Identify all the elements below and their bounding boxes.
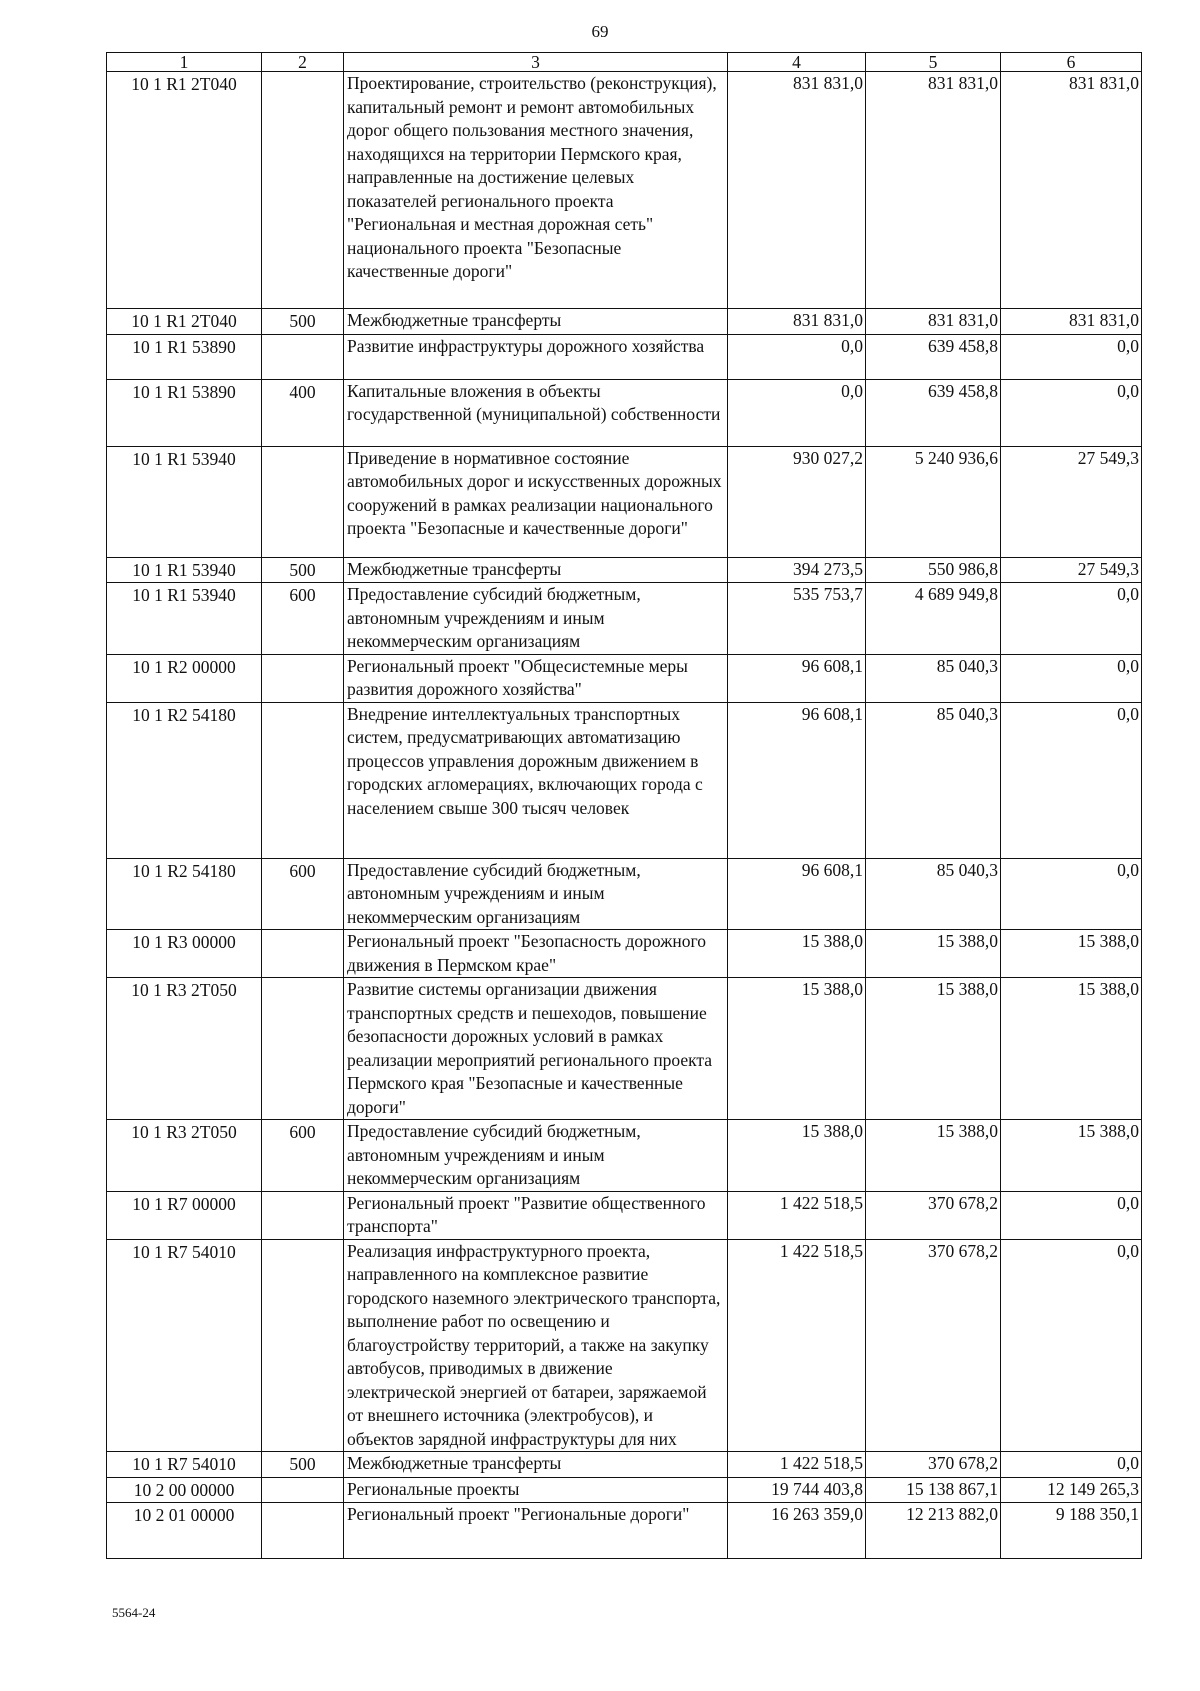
row-code: 10 1 R2 54180: [107, 702, 262, 858]
row-code: 10 1 R7 00000: [107, 1191, 262, 1239]
row-description: Региональный проект "Общесистемные меры развития дорожного хозяйства": [344, 654, 728, 702]
row-amount-col6: 831 831,0: [1001, 309, 1142, 335]
row-amount-col5: 639 458,8: [866, 334, 1001, 379]
column-header: 2: [262, 53, 344, 72]
row-expense-type: [262, 654, 344, 702]
row-expense-type: [262, 1503, 344, 1559]
row-expense-type: [262, 334, 344, 379]
row-expense-type: [262, 72, 344, 309]
row-amount-col6: 831 831,0: [1001, 72, 1142, 309]
table-row: [107, 379, 1142, 446]
table-row: [107, 1452, 1142, 1478]
row-expense-type: 500: [262, 309, 344, 335]
row-expense-type: [262, 1191, 344, 1239]
table-row: [107, 557, 1142, 583]
table-row: [107, 446, 1142, 557]
row-amount-col5: 4 689 949,8: [866, 583, 1001, 655]
row-code: 10 1 R1 53940: [107, 557, 262, 583]
row-expense-type: [262, 446, 344, 557]
row-amount-col5: 550 986,8: [866, 557, 1001, 583]
row-amount-col5: 831 831,0: [866, 72, 1001, 309]
row-amount-col5: 15 388,0: [866, 1120, 1001, 1192]
row-amount-col5: 639 458,8: [866, 379, 1001, 446]
row-description: Региональный проект "Развитие общественного транспорта": [344, 1191, 728, 1239]
table-row: [107, 702, 1142, 858]
row-amount-col4: 394 273,5: [728, 557, 866, 583]
row-amount-col5: 5 240 936,6: [866, 446, 1001, 557]
row-amount-col6: 0,0: [1001, 583, 1142, 655]
row-expense-type: 400: [262, 379, 344, 446]
row-amount-col6: 0,0: [1001, 1452, 1142, 1478]
row-amount-col5: 85 040,3: [866, 858, 1001, 930]
row-expense-type: 500: [262, 557, 344, 583]
row-description: Региональный проект "Безопасность дорожного движения в Пермском крае": [344, 930, 728, 978]
row-amount-col4: 535 753,7: [728, 583, 866, 655]
row-expense-type: 600: [262, 858, 344, 930]
row-expense-type: [262, 978, 344, 1120]
row-code: 10 1 R1 53940: [107, 446, 262, 557]
row-code: 10 2 01 00000: [107, 1503, 262, 1559]
row-amount-col4: 1 422 518,5: [728, 1191, 866, 1239]
row-description: Региональный проект "Региональные дороги": [344, 1503, 728, 1559]
row-description: Предоставление субсидий бюджетным, автономным учреждениям и иным некоммерческим организациям: [344, 1120, 728, 1192]
row-amount-col4: 16 263 359,0: [728, 1503, 866, 1559]
row-amount-col5: 831 831,0: [866, 309, 1001, 335]
row-amount-col5: 85 040,3: [866, 702, 1001, 858]
row-expense-type: [262, 702, 344, 858]
row-amount-col4: 930 027,2: [728, 446, 866, 557]
row-description: Развитие системы организации движения транспортных средств и пешеходов, повышение безопасности дорожных условий в рамках реализации мероприятий регионального проекта Пермского края "Безопасные и качественные дороги": [344, 978, 728, 1120]
row-amount-col6: 0,0: [1001, 379, 1142, 446]
row-description: Реализация инфраструктурного проекта, направленного на комплексное развитие городского наземного электрического транспорта, выполнение работ по освещению и благоустройству территорий, а также на закупку автобусов, приводимых в движение электрической энергией от батареи, заряжаемой от внешнего источника (электробусов), и объектов зарядной инфраструктуры для них: [344, 1239, 728, 1452]
table-row: [107, 1120, 1142, 1192]
row-amount-col5: 15 388,0: [866, 930, 1001, 978]
row-amount-col4: 96 608,1: [728, 702, 866, 858]
table-row: [107, 930, 1142, 978]
row-description: Проектирование, строительство (реконструкция), капитальный ремонт и ремонт автомобильных дорог общего пользования местного значения, находящихся на территории Пермского края, направленные на достижение целевых показателей регионального проекта "Региональная и местная дорожная сеть" национального проекта "Безопасные качественные дороги": [344, 72, 728, 309]
row-code: 10 1 R7 54010: [107, 1239, 262, 1452]
table-row: [107, 583, 1142, 655]
row-description: Приведение в нормативное состояние автомобильных дорог и искусственных дорожных сооружений в рамках реализации национального проекта "Безопасные и качественные дороги": [344, 446, 728, 557]
table-header-row: [107, 53, 1142, 72]
row-amount-col6: 0,0: [1001, 334, 1142, 379]
row-amount-col4: 831 831,0: [728, 309, 866, 335]
row-code: 10 1 R1 53890: [107, 379, 262, 446]
row-amount-col4: 0,0: [728, 334, 866, 379]
row-code: 10 1 R1 2T040: [107, 309, 262, 335]
row-description: Региональные проекты: [344, 1477, 728, 1503]
table-row: [107, 334, 1142, 379]
row-amount-col5: 370 678,2: [866, 1239, 1001, 1452]
column-header: 5: [866, 53, 1001, 72]
row-amount-col4: 1 422 518,5: [728, 1452, 866, 1478]
row-code: 10 1 R1 2T040: [107, 72, 262, 309]
row-amount-col4: 831 831,0: [728, 72, 866, 309]
row-amount-col6: 27 549,3: [1001, 557, 1142, 583]
row-code: 10 1 R3 2T050: [107, 978, 262, 1120]
row-amount-col5: 15 138 867,1: [866, 1477, 1001, 1503]
table-row: [107, 309, 1142, 335]
row-description: Предоставление субсидий бюджетным, автономным учреждениям и иным некоммерческим организациям: [344, 858, 728, 930]
row-expense-type: 500: [262, 1452, 344, 1478]
row-code: 10 2 00 00000: [107, 1477, 262, 1503]
column-header: 1: [107, 53, 262, 72]
row-description: Межбюджетные трансферты: [344, 1452, 728, 1478]
column-header: 6: [1001, 53, 1142, 72]
row-amount-col6: 9 188 350,1: [1001, 1503, 1142, 1559]
row-expense-type: [262, 1239, 344, 1452]
table-row: [107, 978, 1142, 1120]
row-expense-type: [262, 930, 344, 978]
table-row: [107, 1477, 1142, 1503]
row-amount-col4: 15 388,0: [728, 978, 866, 1120]
row-amount-col6: 0,0: [1001, 654, 1142, 702]
row-amount-col6: 15 388,0: [1001, 930, 1142, 978]
row-expense-type: 600: [262, 583, 344, 655]
page-number: 69: [591, 22, 609, 41]
row-description: Капитальные вложения в объекты государственной (муниципальной) собственности: [344, 379, 728, 446]
row-amount-col4: 0,0: [728, 379, 866, 446]
budget-table: [106, 52, 1142, 1559]
table-row: [107, 72, 1142, 309]
row-amount-col4: 96 608,1: [728, 654, 866, 702]
row-amount-col5: 370 678,2: [866, 1452, 1001, 1478]
row-description: Межбюджетные трансферты: [344, 309, 728, 335]
row-amount-col6: 0,0: [1001, 702, 1142, 858]
row-amount-col4: 19 744 403,8: [728, 1477, 866, 1503]
row-amount-col4: 15 388,0: [728, 930, 866, 978]
row-amount-col5: 85 040,3: [866, 654, 1001, 702]
row-amount-col5: 370 678,2: [866, 1191, 1001, 1239]
row-amount-col4: 15 388,0: [728, 1120, 866, 1192]
row-amount-col6: 15 388,0: [1001, 1120, 1142, 1192]
row-description: Развитие инфраструктуры дорожного хозяйства: [344, 334, 728, 379]
column-header: 4: [728, 53, 866, 72]
row-amount-col5: 12 213 882,0: [866, 1503, 1001, 1559]
row-code: 10 1 R3 2T050: [107, 1120, 262, 1192]
document-code: 5564-24: [112, 1605, 156, 1620]
row-amount-col6: 15 388,0: [1001, 978, 1142, 1120]
row-code: 10 1 R2 54180: [107, 858, 262, 930]
table-row: [107, 1239, 1142, 1452]
row-amount-col4: 96 608,1: [728, 858, 866, 930]
row-amount-col6: 12 149 265,3: [1001, 1477, 1142, 1503]
row-code: 10 1 R2 00000: [107, 654, 262, 702]
column-header: 3: [344, 53, 728, 72]
row-amount-col6: 27 549,3: [1001, 446, 1142, 557]
table-row: [107, 1503, 1142, 1559]
row-expense-type: [262, 1477, 344, 1503]
row-amount-col6: 0,0: [1001, 858, 1142, 930]
row-code: 10 1 R7 54010: [107, 1452, 262, 1478]
row-expense-type: 600: [262, 1120, 344, 1192]
table-row: [107, 654, 1142, 702]
row-code: 10 1 R1 53940: [107, 583, 262, 655]
row-description: Межбюджетные трансферты: [344, 557, 728, 583]
row-amount-col5: 15 388,0: [866, 978, 1001, 1120]
table-row: [107, 1191, 1142, 1239]
table-row: [107, 858, 1142, 930]
row-amount-col4: 1 422 518,5: [728, 1239, 866, 1452]
row-code: 10 1 R3 00000: [107, 930, 262, 978]
row-amount-col6: 0,0: [1001, 1239, 1142, 1452]
row-description: Предоставление субсидий бюджетным, автономным учреждениям и иным некоммерческим организациям: [344, 583, 728, 655]
row-amount-col6: 0,0: [1001, 1191, 1142, 1239]
row-description: Внедрение интеллектуальных транспортных систем, предусматривающих автоматизацию процессов управления дорожным движением в городских агломерациях, включающих города с населением свыше 300 тысяч человек: [344, 702, 728, 858]
row-code: 10 1 R1 53890: [107, 334, 262, 379]
